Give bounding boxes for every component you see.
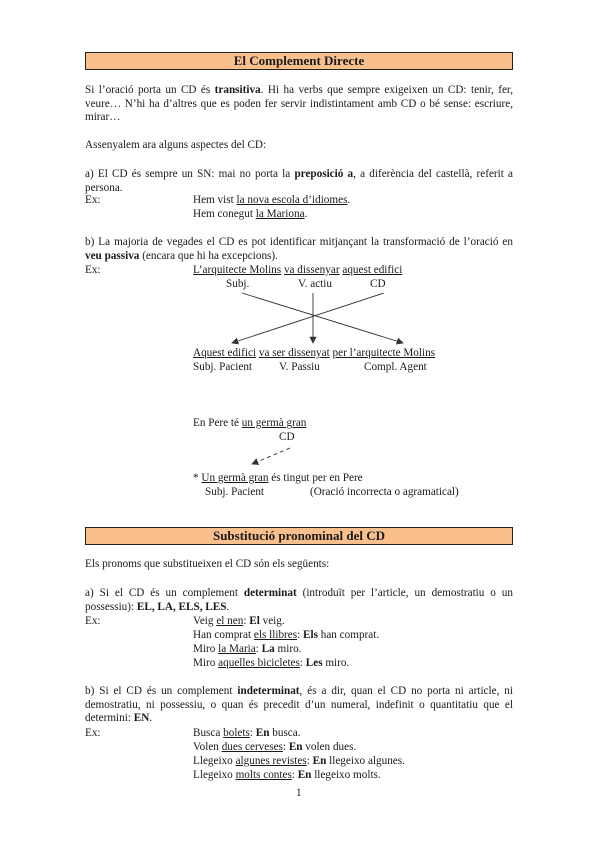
label-compl-agent: Compl. Agent [364, 361, 427, 373]
label-subj-pacient: Subj. Pacient [193, 361, 253, 373]
section2-intro: Els pronoms que substitueixen el CD són els següents: [85, 558, 330, 570]
passive-sentence: Aquest edifici va ser dissenyat per l’arquitecte Molins [193, 347, 436, 359]
label-cd: CD [279, 431, 295, 443]
example-sentence: Llegeixo molts contes: En llegeixo molts. [193, 769, 381, 781]
point-a-paragraph: a) Si el CD és un complement determinat (introduït per l’article, un demostratiu o un possessiu): EL, LA, ELS, LES. [85, 587, 513, 613]
label-incorrect-sentence: (Oració incorrecta o agramatical) [310, 486, 459, 498]
arrow-cd-to-subject [232, 293, 384, 343]
label-v-passiu: V. Passiu [279, 361, 320, 373]
example-sentence: Miro la Maria: La miro. [193, 643, 302, 655]
page-number: 1 [296, 787, 302, 799]
example-sentence: Llegeixo algunes revistes: En llegeixo algunes. [193, 755, 405, 767]
label-subj: Subj. [226, 278, 250, 290]
example-sentence: Volen dues cerveses: En volen dues. [193, 741, 357, 753]
example-label: Ex: [85, 194, 101, 206]
section-title-substitucio: Substitució pronominal del CD [85, 527, 513, 545]
example-sentence: Hem vist la nova escola d’idiomes. [193, 194, 351, 206]
example-label: Ex: [85, 615, 101, 627]
incorrect-passive-sentence: * Un germà gran és tingut per en Pere [193, 472, 363, 484]
arrow-subject-to-agent [242, 293, 403, 343]
label-cd: CD [370, 278, 386, 290]
active-sentence: L’arquitecte Molins va dissenyar aquest edifici [193, 264, 403, 276]
example-label: Ex: [85, 727, 101, 739]
example-sentence: Hem conegut la Mariona. [193, 208, 308, 220]
point-b-paragraph: b) Si el CD és un complement indeterminat, és a dir, quan el CD no porta ni article, ni demostratiu, ni possessiu, o quan és precedit d’un numeral, indefinit o quantitatiu que el determini: EN. [85, 685, 513, 725]
example-sentence: Busca bolets: En busca. [193, 727, 301, 739]
example-sentence: Veig el nen: El veig. [193, 615, 285, 627]
point-a-paragraph: a) El CD és sempre un SN: mai no porta la preposició a, a diferència del castellà, referit a persona. [85, 168, 514, 194]
example-sentence: Han comprat els llibres: Els han comprat. [193, 629, 380, 641]
intro-paragraph: Si l’oració porta un CD és transitiva. Hi ha verbs que sempre exigeixen un CD: tenir, fer, veure… N’hi ha d’altres que es poden fer servir indistintament amb CD o bé sense: escriure, mirar… [85, 84, 513, 124]
example-label: Ex: [85, 264, 101, 276]
example-sentence: Miro aquelles bicicletes: Les miro. [193, 657, 350, 669]
example-sentence: En Pere té un germà gran [193, 417, 307, 429]
intro-aspects: Assenyalem ara alguns aspectes del CD: [85, 139, 267, 151]
label-subj-pacient: Subj. Pacient [205, 486, 265, 498]
point-b-paragraph: b) La majoria de vegades el CD es pot identificar mitjançant la transformació de l’oració en veu passiva (encara que hi ha excepcions). [85, 236, 513, 262]
label-v-actiu: V. actiu [298, 278, 332, 290]
section-title-complement-directe: El Complement Directe [85, 52, 513, 70]
arrow-cd-to-subject-pacient [252, 448, 290, 464]
